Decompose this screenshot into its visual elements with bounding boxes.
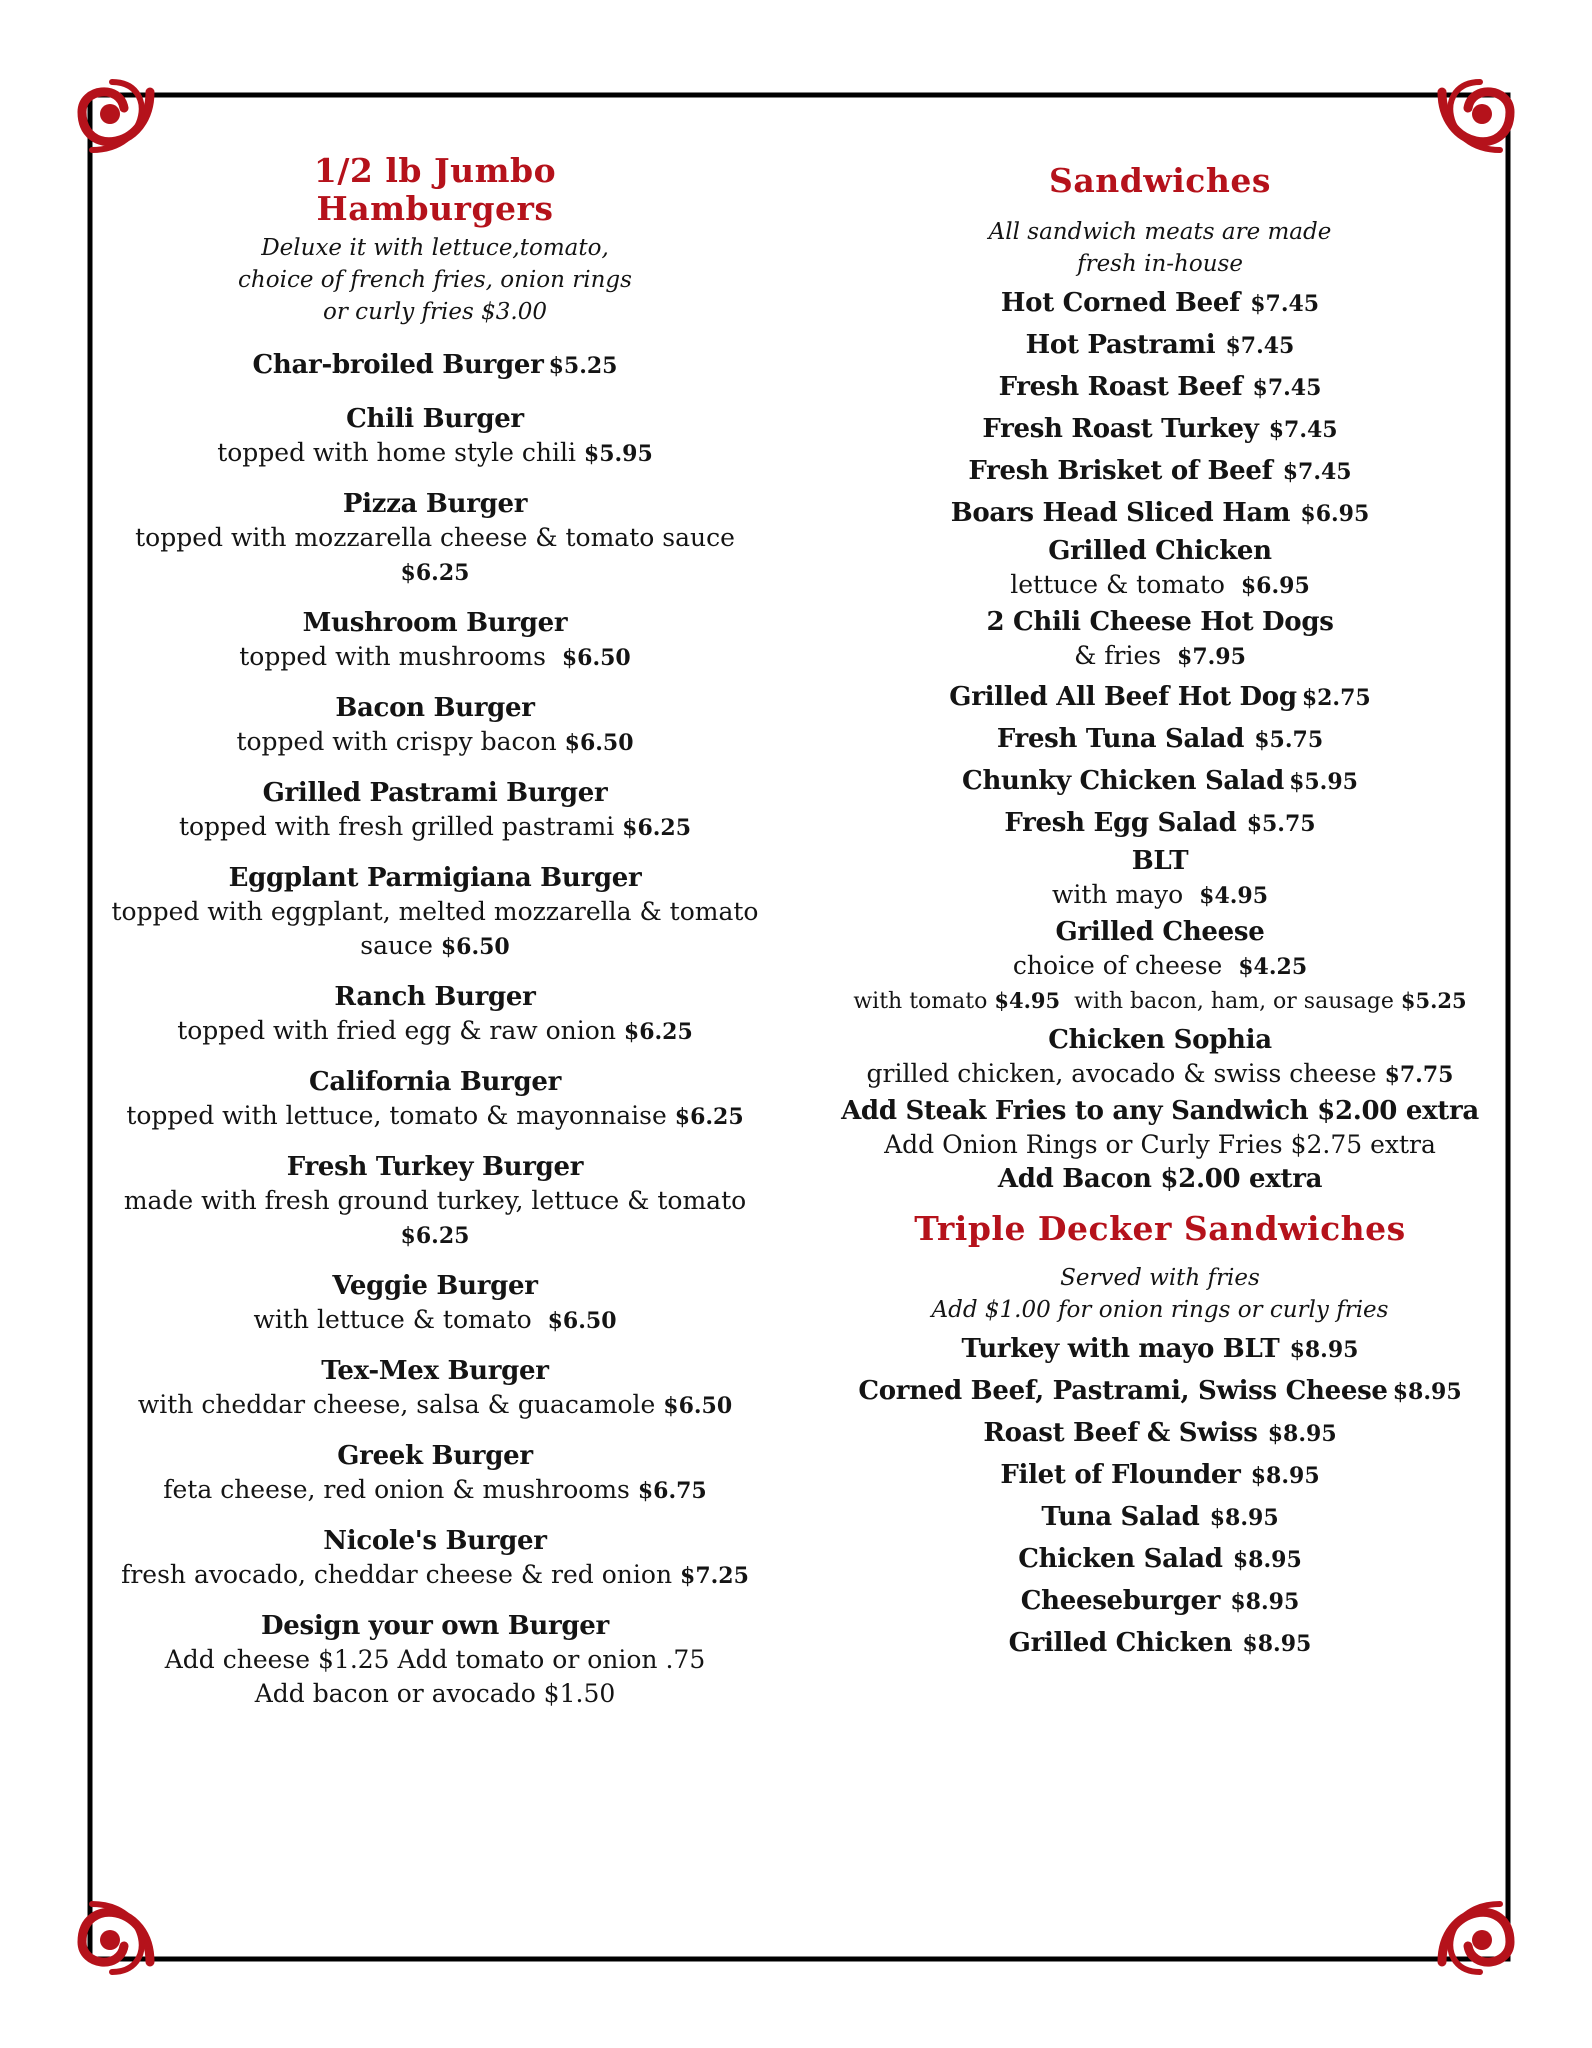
- item-name: Boars Head Sliced Ham: [950, 498, 1291, 528]
- item-price: $6.50: [561, 645, 631, 671]
- item-price: $2.75: [1301, 685, 1371, 711]
- item-name: Ranch Burger: [334, 982, 536, 1012]
- item-name: Filet of Flounder: [1000, 1460, 1241, 1490]
- item-price: $4.25: [1238, 954, 1308, 980]
- menu-item: [110, 402, 760, 471]
- item-name: Nicole's Burger: [323, 1526, 547, 1556]
- item-price: $8.95: [1392, 1379, 1462, 1405]
- menu-item: [830, 1374, 1490, 1408]
- item-name: Grilled Cheese: [1055, 917, 1265, 947]
- item-price: $6.25: [400, 1223, 470, 1249]
- item-desc: topped with mozzarella cheese & tomato sauce: [135, 523, 735, 552]
- menu-item: [830, 844, 1490, 913]
- item-name: Chunky Chicken Salad: [962, 766, 1284, 796]
- menu-item: [830, 534, 1490, 603]
- item-price: $8.95: [1242, 1631, 1312, 1657]
- item-price: $8.95: [1289, 1337, 1359, 1363]
- hamburgers-title-line1: 1/2 lb Jumbo: [313, 151, 557, 190]
- menu-item: [110, 980, 760, 1049]
- note-line: Served with fries: [1060, 1265, 1260, 1291]
- menu-item: [830, 1023, 1490, 1092]
- item-name: Grilled Chicken: [1008, 1628, 1233, 1658]
- item-name: Hot Corned Beef: [1000, 288, 1241, 318]
- option-label: with tomato: [853, 989, 988, 1014]
- menu-item: [110, 606, 760, 675]
- item-price: $8.95: [1230, 1589, 1300, 1615]
- menu-item: [830, 328, 1490, 362]
- menu-item: [830, 370, 1490, 404]
- item-desc: topped with mushrooms: [239, 642, 546, 671]
- item-price: $7.25: [680, 1563, 749, 1589]
- item-price: $6.25: [400, 560, 470, 586]
- item-desc: grilled chicken, avocado & swiss cheese: [866, 1059, 1377, 1088]
- design-addons-line1: Add cheese $1.25 Add tomato or onion .75: [164, 1645, 706, 1674]
- item-price: $5.25: [548, 353, 618, 379]
- menu-item: [830, 680, 1490, 714]
- design-your-own-burger: [110, 1609, 760, 1711]
- item-price: $8.95: [1267, 1421, 1337, 1447]
- item-name: Fresh Tuna Salad: [996, 724, 1245, 754]
- item-name: Fresh Roast Turkey: [982, 414, 1259, 444]
- sandwiches-section: [830, 152, 1490, 1660]
- menu-item: [110, 1065, 760, 1134]
- item-name: Cheeseburger: [1020, 1586, 1221, 1616]
- hamburgers-title-line2: Hamburgers: [316, 189, 554, 228]
- item-name: Corned Beef, Pastrami, Swiss Cheese: [858, 1376, 1388, 1406]
- item-desc: with lettuce & tomato: [253, 1305, 532, 1334]
- menu-item: [830, 1626, 1490, 1660]
- menu-item: [110, 1524, 760, 1593]
- menu-item: [110, 776, 760, 845]
- item-name: Pizza Burger: [342, 489, 528, 519]
- item-price: $7.45: [1225, 333, 1295, 359]
- menu-item: [830, 496, 1490, 530]
- item-name: Chicken Sophia: [1048, 1025, 1272, 1055]
- note-line: choice of french fries, onion rings: [238, 267, 632, 293]
- menu-item: [830, 605, 1490, 674]
- item-name: Tuna Salad: [1041, 1502, 1200, 1532]
- item-name: Mushroom Burger: [302, 608, 568, 638]
- item-name: Char-broiled Burger: [252, 350, 544, 380]
- item-desc: topped with eggplant, melted mozzarella & tomato sauce: [111, 897, 759, 960]
- menu-item: [110, 1439, 760, 1508]
- item-price: $7.45: [1282, 459, 1352, 485]
- item-name: Tex-Mex Burger: [321, 1356, 549, 1386]
- item-desc: topped with fried egg & raw onion: [177, 1016, 616, 1045]
- item-price: $6.50: [663, 1393, 733, 1419]
- item-desc: fresh avocado, cheddar cheese & red onion: [121, 1560, 673, 1589]
- item-desc: with cheddar cheese, salsa & guacamole: [137, 1390, 656, 1419]
- menu-item: [110, 348, 760, 382]
- item-price: $8.95: [1250, 1463, 1320, 1489]
- item-desc: made with fresh ground turkey, lettuce & tomato: [123, 1186, 747, 1215]
- design-addons-line2: Add bacon or avocado $1.50: [254, 1679, 616, 1708]
- item-name: Fresh Turkey Burger: [286, 1152, 584, 1182]
- item-price: $6.50: [440, 934, 510, 960]
- item-name: Grilled All Beef Hot Dog: [949, 682, 1297, 712]
- menu-item: [110, 1354, 760, 1423]
- sandwiches-note: [830, 216, 1490, 280]
- addon-onion-rings: Add Onion Rings or Curly Fries $2.75 extra: [884, 1130, 1436, 1159]
- item-desc: topped with home style chili: [217, 438, 576, 467]
- item-price: $5.75: [1246, 811, 1316, 837]
- menu-item: [110, 691, 760, 760]
- addons: [830, 1094, 1490, 1196]
- item-price: $7.75: [1384, 1062, 1454, 1088]
- triple-decker-title: Triple Decker Sandwiches: [914, 1209, 1406, 1248]
- item-price: $6.75: [637, 1478, 707, 1504]
- corner-swirl-bottom-right: [1442, 1904, 1510, 1972]
- note-line: All sandwich meats are made: [988, 219, 1332, 245]
- menu-item: [110, 1150, 760, 1253]
- item-name: Eggplant Parmigiana Burger: [228, 863, 642, 893]
- item-desc: & fries: [1074, 641, 1162, 670]
- item-price: $6.95: [1240, 573, 1310, 599]
- item-desc: choice of cheese: [1012, 951, 1223, 980]
- menu-item: [830, 454, 1490, 488]
- addon-bacon: Add Bacon $2.00 extra: [997, 1164, 1323, 1194]
- item-price: $5.95: [1289, 769, 1358, 795]
- item-price: $4.95: [1199, 883, 1269, 909]
- item-desc: with mayo: [1051, 880, 1184, 909]
- addon-steak-fries: Add Steak Fries to any Sandwich $2.00 extra: [841, 1096, 1479, 1126]
- menu-item: [830, 286, 1490, 320]
- item-name: Greek Burger: [337, 1441, 533, 1471]
- sandwiches-title: Sandwiches: [1049, 161, 1271, 200]
- menu-item: [830, 1500, 1490, 1534]
- menu-item: [830, 1332, 1490, 1366]
- item-desc: topped with crispy bacon: [236, 727, 557, 756]
- menu-item: [830, 1584, 1490, 1618]
- item-name: Bacon Burger: [335, 693, 535, 723]
- option-label: with bacon, ham, or sausage: [1074, 989, 1394, 1014]
- item-name: Fresh Roast Beef: [998, 372, 1243, 402]
- note-line: Add $1.00 for onion rings or curly fries: [931, 1297, 1389, 1323]
- menu-item: [830, 1458, 1490, 1492]
- item-name: Roast Beef & Swiss: [983, 1418, 1258, 1448]
- note-line: Deluxe it with lettuce,tomato,: [261, 235, 609, 261]
- item-name: California Burger: [308, 1067, 562, 1097]
- hamburgers-section: [110, 152, 760, 1711]
- note-line: or curly fries $3.00: [323, 299, 547, 325]
- item-name: Design your own Burger: [261, 1611, 609, 1641]
- triple-decker-note: [830, 1262, 1490, 1326]
- menu-item: [110, 487, 760, 590]
- item-desc: lettuce & tomato: [1010, 570, 1225, 599]
- menu-item: [830, 722, 1490, 756]
- item-price: $7.45: [1268, 417, 1338, 443]
- menu-item: [830, 412, 1490, 446]
- menu-item: [830, 806, 1490, 840]
- corner-swirl-top-right: [1442, 82, 1510, 150]
- item-name: Chicken Salad: [1018, 1544, 1223, 1574]
- item-name: Grilled Chicken: [1048, 536, 1272, 566]
- option-price: $4.95: [994, 988, 1061, 1013]
- item-price: $6.50: [547, 1308, 617, 1334]
- item-price: $8.95: [1209, 1505, 1279, 1531]
- item-price: $7.45: [1250, 291, 1320, 317]
- item-price: $8.95: [1232, 1547, 1302, 1573]
- hamburgers-note: [110, 232, 760, 328]
- option-price: $5.25: [1400, 988, 1467, 1013]
- menu-item: [830, 1416, 1490, 1450]
- item-price: $6.25: [674, 1104, 744, 1130]
- menu-item: [830, 915, 1490, 1019]
- item-price: $7.45: [1252, 375, 1322, 401]
- item-price: $6.25: [623, 1019, 693, 1045]
- item-name: Veggie Burger: [332, 1271, 538, 1301]
- grilled-cheese-options: [830, 984, 1490, 1019]
- item-name: 2 Chili Cheese Hot Dogs: [986, 607, 1334, 637]
- item-name: Fresh Egg Salad: [1004, 808, 1237, 838]
- item-name: Fresh Brisket of Beef: [968, 456, 1273, 486]
- item-name: Chili Burger: [346, 404, 524, 434]
- menu-item: [830, 1542, 1490, 1576]
- hamburgers-title: [110, 152, 760, 228]
- item-price: $5.75: [1254, 727, 1324, 753]
- item-desc: topped with lettuce, tomato & mayonnaise: [126, 1101, 667, 1130]
- note-line: fresh in-house: [1077, 251, 1243, 277]
- item-name: Grilled Pastrami Burger: [262, 778, 608, 808]
- item-price: $6.50: [564, 730, 634, 756]
- item-desc: topped with fresh grilled pastrami: [178, 812, 615, 841]
- item-price: $6.25: [622, 815, 692, 841]
- item-name: Turkey with mayo BLT: [961, 1334, 1280, 1364]
- menu-item: [830, 764, 1490, 798]
- item-price: $6.95: [1300, 501, 1370, 527]
- item-price: $5.95: [583, 441, 653, 467]
- item-price: $7.95: [1177, 644, 1246, 670]
- item-name: Hot Pastrami: [1025, 330, 1216, 360]
- menu-item: [110, 1269, 760, 1338]
- item-desc: feta cheese, red onion & mushrooms: [163, 1475, 630, 1504]
- item-name: BLT: [1131, 846, 1189, 876]
- menu-item: [110, 861, 760, 964]
